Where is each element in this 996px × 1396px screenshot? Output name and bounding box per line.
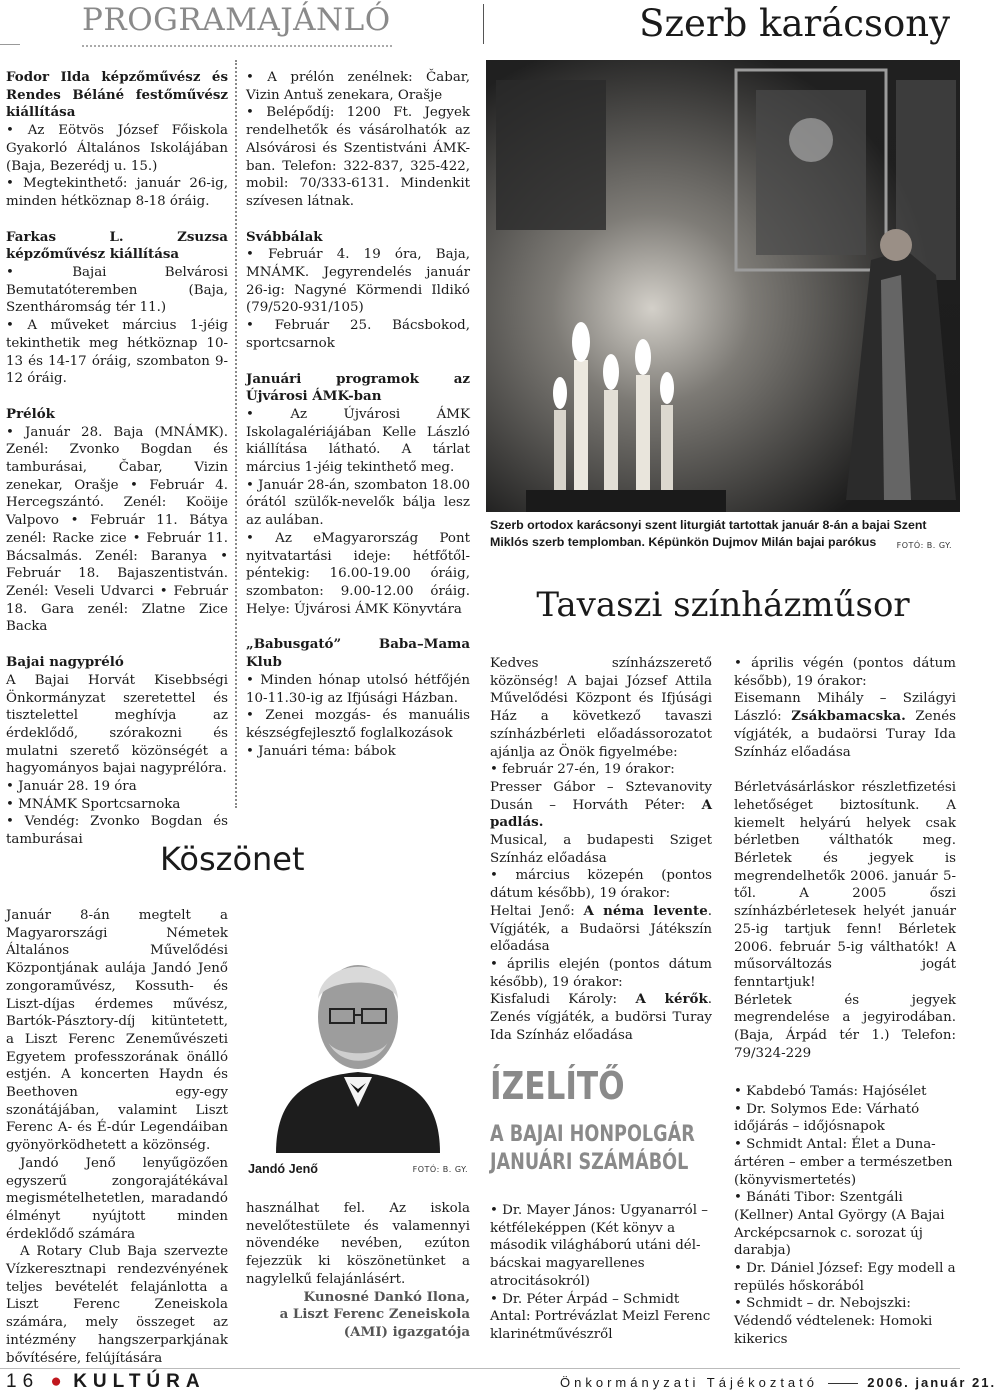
svab-title: Svábbálak xyxy=(246,228,323,245)
footer-rule xyxy=(0,1368,960,1369)
baba-line: • Zenei mozgás- és manuális készségfejlesztő foglalkozások xyxy=(246,708,470,741)
issue-date: 2006. január 21. xyxy=(867,1375,996,1390)
portrait-illustration xyxy=(246,907,470,1153)
ujvaros-title: Januári programok az Újvárosi ÁMK-ban xyxy=(246,370,470,405)
prelok-text: • Január 28. Baja (MNÁMK). Zenél: Zvonko Bogdan és tamburásai, Čabar, Vizin zenekar, Orašje • Február 4. Hercegszántó. Zenél: Koöije Valpovo • Február 11. Bátya zenél: Racke zice • Február 11. Bácsalmás. Zenél: Baranya • Február 18. Bajaszentistván. Zenél: Veseli Udvarci • Február 18. Gara zenél: Zlatne Zice Backa xyxy=(6,424,228,635)
play-title: A kérők xyxy=(635,991,708,1008)
liturgy-photo-illustration xyxy=(486,60,960,512)
izelito-item: • Schmidt Antal: Élet a Duna-ártéren – ember a természetben (könyvismertetés) xyxy=(734,1137,953,1188)
liturgy-photo xyxy=(486,60,960,512)
farkas-title: Farkas L. Zsuzsa képzőművész kiállítása xyxy=(6,228,228,263)
page-title: Szerb karácsony xyxy=(639,2,950,45)
tavaszi-para: • február 27-én, 19 órakor: xyxy=(490,762,675,778)
koszonet-column-1 xyxy=(6,907,228,1367)
tavaszi-column-a xyxy=(490,655,712,1044)
izelito-left-list xyxy=(490,1202,714,1344)
play-title: A padlás. xyxy=(490,796,712,831)
portrait-caption: Jandó Jenő xyxy=(248,1162,318,1176)
tavaszi-para: Bérletek és jegyek megrendelése a jegyirodában. (Baja, Árpád tér 1.) Telefon: 79/324-229 xyxy=(734,992,956,1061)
publication-name: Önkormányzati Tájékoztató xyxy=(560,1375,818,1390)
ujvaros-line: • Az eMagyarország Pont nyitvatartási ideje: hétfőtől-péntekig: 16.00-19.00 óráig, szombaton: 9.00-12.00 óráig. Helye: Újvárosi ÁMK Könyvtára xyxy=(246,530,470,617)
izelito-item: • Dr. Dániel József: Egy modell a repülés hőskorából xyxy=(734,1261,956,1294)
photo-caption-text: Szerb ortodox karácsonyi szent liturgiát tartottak január 8-án a bajai Szent Miklós szerb templomban. Képünkön Dujmov Milán bajai parókus xyxy=(490,518,927,549)
tavaszi-para: • március közepén (pontos dátum később), 19 órakor: xyxy=(490,868,712,902)
tavaszi-title: Tavaszi színházműsor xyxy=(536,585,910,625)
tavaszi-para: • április elején (pontos dátum később), 19 órakor: xyxy=(490,956,712,990)
tavaszi-para: Presser Gábor – Sztevanovity Dusán – Horváth Péter: A padlás. xyxy=(490,779,712,831)
tavaszi-para: Kedves színházszerető közönség! A bajai József Attila Művelődési Központ és Ifjúsági Ház a következő tavaszi színházbérleti előadássorozatot ajánlja az Önök figyelmébe: xyxy=(490,656,712,760)
header-vertical-rule xyxy=(483,4,484,44)
nagyprelo-text: A Bajai Horvát Kisebbségi Önkormányzat szeretettel és tisztelettel meghívja az érdeklődő, szórakozni és mulatni szerető közönségét a hagyományos bajai nagyprélóra. xyxy=(6,672,228,777)
play-title: Zsákbamacska. xyxy=(791,708,906,725)
fodor-line: • Az Eötvös József Főiskola Gyakorló Általános Iskolájában (Baja, Bezerédj u. 15.) xyxy=(6,123,228,174)
izelito-title: ÍZELÍTŐ xyxy=(490,1064,625,1108)
izelito-item: • Kabdebó Tamás: Hajósélet xyxy=(734,1084,927,1099)
ujvaros-line: • Az Újvárosi ÁMK Iskolagalériájában Kelle László kiállítása látható. A tárlat március 1-jéig tekinthető meg. xyxy=(246,406,470,476)
nagyprelo-title: Bajai nagypréló xyxy=(6,654,124,671)
fodor-title: Fodor Ilda képzőművész és Rendes Béláné festőművész kiállítása xyxy=(6,69,228,121)
prelon-line: • Belépődíj: 1200 Ft. Jegyek rendelhetők és vásárolhatók az Alsóvárosi és Szentistváni ÁMK-ban. Telefon: 322-837, 325-422, mobil: 70/333-6131. Mindenkit szívesen látnak. xyxy=(246,105,470,209)
column-divider xyxy=(235,60,237,808)
signature-line: a Liszt Ferenc Zeneiskola xyxy=(279,1306,470,1323)
izelito-right-list xyxy=(734,1083,956,1349)
izelito-item: • Dr. Péter Árpád – Schmidt Antal: Portrévázlat Meizl Ferenc klarinétművészről xyxy=(490,1291,711,1342)
nagyprelo-line: • MNÁMK Sportcsarnoka xyxy=(6,796,181,812)
koszonet-para: A Rotary Club Baja szervezte Vízkeresztnapi rendezvényének teljes bevételét felajánlotta a Liszt Ferenc Zeneiskola számára, mely összeget az intézmény hangszerparkjának bővítésére, felújítására xyxy=(6,1244,228,1366)
column-2 xyxy=(246,69,470,760)
tavaszi-para: Kisfaludi Károly: A kérők. Zenés vígjáték, a budörsi Turay Ida Színház előadása xyxy=(490,991,712,1043)
izelito-subtitle-line: A BAJAI HONPOLGÁR xyxy=(490,1122,695,1147)
fodor-line: • Megtekinthető: január 26-ig, minden hétköznap 8-18 óráig. xyxy=(6,176,228,209)
svab-line: • Február 25. Bácsbokod, sportcsarnok xyxy=(246,318,470,351)
koszonet-para: használhat fel. Az iskola nevelőtestülete és valamennyi növendéke nevében, ezúton fejezzük ki köszönetünket a nagylelkű felajánlásért. xyxy=(246,1201,470,1287)
tavaszi-column-b xyxy=(734,655,956,1062)
portrait-credit: FOTÓ: B. GY. xyxy=(412,1165,468,1174)
koszonet-para: Jandó Jenő lenyűgözően egyszerű zongorajátékával megismételhetetlen, maradandó élményt nyújtott minden érdeklődő számára xyxy=(6,1155,228,1242)
tavaszi-para: Heltai Jenő: A néma levente. Vígjáték, a Budaörsi Játékszín előadása xyxy=(490,902,712,955)
nagyprelo-line: • Január 28. 19 óra xyxy=(6,779,137,795)
column-1 xyxy=(6,69,228,849)
baba-line: • Januári téma: bábok xyxy=(246,743,396,759)
izelito-subtitle xyxy=(490,1121,695,1177)
page-number: 16 xyxy=(6,1371,40,1392)
nagyprelo-line: • Vendég: Zvonko Bogdan és tamburásai xyxy=(6,814,228,848)
baba-line: • Minden hónap utolsó hétfőjén 10-11.30-ig az Ifjúsági Házban. xyxy=(246,672,470,706)
izelito-subtitle-line: JANUÁRI SZÁMÁBÓL xyxy=(490,1150,689,1175)
farkas-line: • A műveket március 1-jéig tekinthetik meg hétköznap 10-13 és 14-17 óráig, szombaton 9-12 óráig. xyxy=(6,318,228,387)
izelito-item: • Schmidt – dr. Nebojszki: Védendő védtelenek: Homoki kikerics xyxy=(734,1296,933,1347)
izelito-item: • Dr. Solymos Ede: Várható időjárás – időjósnapok xyxy=(734,1101,920,1135)
prelon-line: • A prélón zenélnek: Čabar, Vizin Antuš zenekara, Orašje xyxy=(246,70,470,103)
svab-line: • Február 4. 19 óra, Baja, MNÁMK. Jegyrendelés január 26-ig: Nagyné Körmendi Ildikó (79/520-931/105) xyxy=(246,247,470,316)
izelito-item: • Bánáti Tibor: Szentgáli (Kellner) Antal György (A Bajai Arcképcsarnok c. sorozat új darabja) xyxy=(734,1190,945,1259)
tavaszi-para: • április végén (pontos dátum később), 19 órakor: xyxy=(734,656,956,689)
baba-title: „Babusgató” Baba–Mama Klub xyxy=(246,636,470,671)
photo-credit: FOTÓ: B. GY. xyxy=(896,541,952,550)
header-dotted-rule xyxy=(82,45,392,47)
portrait-photo xyxy=(246,907,470,1153)
footer-left xyxy=(6,1371,206,1393)
izelito-item: • Dr. Mayer János: Ugyanarról – kétféleképpen (Két könyv a második világháború utáni dél-bácskai magyarellenes atrocitásokról) xyxy=(490,1203,708,1289)
ujvaros-line: • Január 28-án, szombaton 18.00 órától szülők-nevelők bálja lesz az aulában. xyxy=(246,477,470,529)
header-divider-left xyxy=(0,44,20,45)
section-label: PROGRAMAJÁNLÓ xyxy=(82,2,391,38)
play-title: A néma levente xyxy=(583,902,708,919)
koszonet-title: Köszönet xyxy=(160,840,305,878)
koszonet-column-2 xyxy=(246,1200,470,1342)
prelok-title: Prélók xyxy=(6,405,55,422)
koszonet-para: Január 8-án megtelt a Magyarországi Németek Általános Művelődési Központjának aulája Jandó Jenő zongoraművész, Kossuth- és Liszt-díjas érdemes művész, Bartók-Pásztory-díj kitüntetett, a Liszt Ferenc Zeneművészeti Egyetem professzorának önálló estjén. A koncerten Haydn és Beethoven egy-egy szonátájában, valamint Liszt Ferenc A- és É-dúr Legendáiban gyönyörködhetett a közönség. xyxy=(6,908,228,1154)
tavaszi-para: Eisemann Mihály – Szilágyi László: Zsákbamacska. Zenés vígjáték, a budaörsi Turay Ida Színház előadása xyxy=(734,691,957,760)
red-bullet-icon: ● xyxy=(50,1371,62,1392)
signature-line: Kunosné Dankó Ilona, xyxy=(303,1288,470,1305)
signature-line: (AMI) igazgatója xyxy=(343,1323,470,1340)
farkas-line: • Bajai Belvárosi Bemutatóteremben (Baja, Szentháromság tér 11.) xyxy=(6,265,228,316)
tavaszi-para: Musical, a budapesti Sziget Színház előadása xyxy=(490,833,712,866)
section-name: KULTÚRA xyxy=(73,1371,206,1392)
footer-right xyxy=(560,1375,996,1390)
footer-dash xyxy=(828,1383,858,1384)
tavaszi-para: Bérletvásárláskor részletfizetési lehetőséget biztosítunk. A kiemelt helyárú helyek csak bérletben válthatók meg. Bérletek és jegyek is megrendelhetők 2006. január 5-től. A 2005 őszi színházbérletesek helyét január 25-ig tartjuk fenn! Bérletek 2006. február 5-ig válthatók! A műsorváltozás jogát fenntartjuk! xyxy=(734,780,956,990)
